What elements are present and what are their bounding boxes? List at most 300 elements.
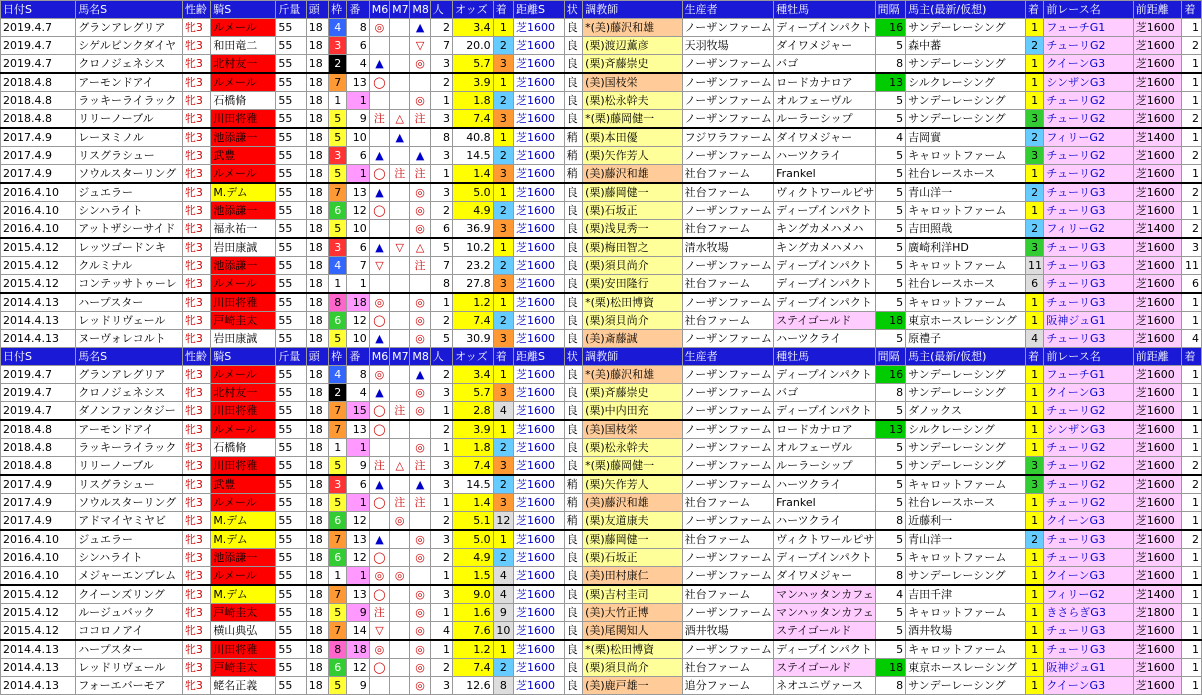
- cell-runners: 18: [306, 73, 328, 92]
- cell-breeder: ノーザンファーム: [682, 366, 773, 384]
- column-header-mark7[interactable]: M7: [390, 348, 410, 366]
- cell-going: 良: [564, 402, 582, 421]
- cell-mark7: [390, 183, 410, 202]
- cell-odds: 7.4: [453, 457, 494, 476]
- cell-finish2: 3: [1026, 238, 1044, 257]
- column-header-date[interactable]: 日付S: [1, 1, 76, 19]
- table-row[interactable]: [1, 549, 1202, 567]
- table-row[interactable]: [1, 640, 1202, 659]
- cell-breeder: 社台ファーム: [682, 494, 773, 512]
- column-header-odds[interactable]: オッズ: [453, 348, 494, 366]
- column-header-finish2[interactable]: 着: [1026, 348, 1044, 366]
- cell-interval: 5: [875, 475, 905, 494]
- cell-number: 7: [347, 257, 369, 275]
- cell-trainer: (栗)松永幹夫: [583, 92, 683, 110]
- cell-runners: 18: [306, 128, 328, 147]
- cell-interval: 5: [875, 257, 905, 275]
- cell-distance: 芝1600: [514, 147, 565, 165]
- cell-owner: ダノックス: [906, 402, 1026, 421]
- cell-odds: 3.4: [453, 19, 494, 37]
- cell-finish: 2: [493, 312, 513, 330]
- table-row[interactable]: [1, 257, 1202, 275]
- cell-prev-finish: 2: [1182, 530, 1202, 549]
- column-header-trainer[interactable]: 調教師: [583, 1, 683, 19]
- cell-trainer: *(栗)藤岡健一: [583, 457, 683, 476]
- cell-mark8: 注: [410, 110, 430, 129]
- cell-finish: 3: [493, 165, 513, 184]
- cell-number: 8: [347, 19, 369, 37]
- column-header-sire[interactable]: 種牡馬: [774, 1, 876, 19]
- cell-finish: 2: [493, 147, 513, 165]
- cell-finish2: 1: [1026, 73, 1044, 92]
- cell-popularity: 7: [430, 257, 452, 275]
- cell-mark6: ◯: [369, 312, 389, 330]
- cell-mark6: [369, 220, 389, 239]
- cell-jockey: 戸崎圭太: [211, 312, 276, 330]
- cell-weight: 55: [276, 604, 306, 622]
- cell-breeder: ノーザンファーム: [682, 55, 773, 74]
- cell-mark6: ◯: [369, 402, 389, 421]
- cell-horse: ヌーヴォレコルト: [76, 330, 183, 348]
- cell-mark6: ▲: [369, 183, 389, 202]
- cell-sire: Frankel: [774, 165, 876, 184]
- cell-trainer: (栗)中内田充: [583, 402, 683, 421]
- cell-interval: 18: [875, 659, 905, 677]
- cell-prev-race: チューリG2: [1044, 402, 1133, 421]
- table-row[interactable]: [1, 220, 1202, 239]
- cell-prev-race: シンザンG3: [1044, 73, 1133, 92]
- column-header-mark6[interactable]: M6: [369, 1, 389, 19]
- column-header-number[interactable]: 番: [347, 1, 369, 19]
- cell-distance: 芝1600: [514, 439, 565, 457]
- cell-prev-distance: 芝1600: [1133, 439, 1182, 457]
- cell-odds: 1.2: [453, 640, 494, 659]
- cell-sex-age: 牝3: [182, 402, 210, 421]
- cell-prev-race: チューリG2: [1044, 457, 1133, 476]
- cell-owner: キャロットファーム: [906, 293, 1026, 312]
- cell-sire: ルーラーシップ: [774, 110, 876, 129]
- cell-owner: 酒井牧場: [906, 622, 1026, 641]
- cell-mark8: ◎: [410, 640, 430, 659]
- cell-weight: 55: [276, 640, 306, 659]
- table-row[interactable]: [1, 512, 1202, 531]
- column-header-finish[interactable]: 着: [493, 348, 513, 366]
- cell-weight: 55: [276, 37, 306, 55]
- table-row[interactable]: [1, 202, 1202, 220]
- cell-finish: 8: [493, 677, 513, 695]
- table-row[interactable]: [1, 55, 1202, 74]
- cell-number: 9: [347, 457, 369, 476]
- cell-odds: 5.7: [453, 55, 494, 74]
- cell-prev-race: チューリG3: [1044, 257, 1133, 275]
- cell-date: 2018.4.8: [1, 92, 76, 110]
- table-row[interactable]: [1, 183, 1202, 202]
- cell-sex-age: 牝3: [182, 640, 210, 659]
- cell-trainer: (美)藤沢和雄: [583, 494, 683, 512]
- cell-trainer: (栗)安田隆行: [583, 275, 683, 294]
- table-row[interactable]: [1, 402, 1202, 421]
- cell-mark6: ◯: [369, 549, 389, 567]
- cell-frame: 5: [329, 165, 347, 184]
- cell-popularity: 2: [430, 202, 452, 220]
- cell-sex-age: 牝3: [182, 92, 210, 110]
- cell-prev-distance: 芝1600: [1133, 420, 1182, 439]
- cell-distance: 芝1600: [514, 55, 565, 74]
- cell-trainer: (栗)吉村圭司: [583, 585, 683, 604]
- table-row[interactable]: [1, 384, 1202, 402]
- cell-date: 2014.4.13: [1, 312, 76, 330]
- cell-trainer: (美)国枝栄: [583, 73, 683, 92]
- column-header-interval[interactable]: 間隔: [875, 1, 905, 19]
- column-header-jockey[interactable]: 騎S: [211, 348, 276, 366]
- cell-mark7: △: [390, 457, 410, 476]
- cell-mark8: ▲: [410, 475, 430, 494]
- cell-trainer: (栗)浅見秀一: [583, 220, 683, 239]
- column-header-prev-finish[interactable]: 着: [1182, 348, 1202, 366]
- cell-mark7: [390, 312, 410, 330]
- cell-mark6: ◯: [369, 420, 389, 439]
- cell-runners: 18: [306, 439, 328, 457]
- cell-popularity: 1: [430, 567, 452, 586]
- column-header-weight[interactable]: 斤量: [276, 348, 306, 366]
- cell-finish2: 1: [1026, 293, 1044, 312]
- cell-number: 1: [347, 494, 369, 512]
- column-header-weight[interactable]: 斤量: [276, 1, 306, 19]
- table-row[interactable]: [1, 585, 1202, 604]
- cell-odds: 5.0: [453, 183, 494, 202]
- column-header-frame[interactable]: 枠: [329, 1, 347, 19]
- table-row[interactable]: [1, 92, 1202, 110]
- cell-sex-age: 牝3: [182, 165, 210, 184]
- table-row[interactable]: [1, 475, 1202, 494]
- cell-horse: フォーエバーモア: [76, 677, 183, 695]
- column-header-horse[interactable]: 馬名S: [76, 1, 183, 19]
- cell-popularity: 2: [430, 19, 452, 37]
- cell-prev-race: チューリG3: [1044, 202, 1133, 220]
- cell-mark8: ◎: [410, 384, 430, 402]
- cell-popularity: 2: [430, 366, 452, 384]
- cell-going: 良: [564, 55, 582, 74]
- cell-mark8: ◎: [410, 604, 430, 622]
- cell-number: 12: [347, 549, 369, 567]
- cell-popularity: 3: [430, 110, 452, 129]
- cell-mark7: [390, 384, 410, 402]
- cell-owner: サンデーレーシング: [906, 457, 1026, 476]
- column-header-sex-age[interactable]: 性齢: [182, 1, 210, 19]
- cell-odds: 7.4: [453, 312, 494, 330]
- cell-sex-age: 牝3: [182, 677, 210, 695]
- cell-horse: クイーンズリング: [76, 585, 183, 604]
- column-header-prev-finish[interactable]: 着: [1182, 1, 1202, 19]
- table-row[interactable]: [1, 604, 1202, 622]
- cell-going: 良: [564, 530, 582, 549]
- column-header-prev-distance[interactable]: 前距離: [1133, 348, 1182, 366]
- table-row[interactable]: [1, 110, 1202, 129]
- cell-distance: 芝1600: [514, 530, 565, 549]
- cell-mark7: △: [390, 110, 410, 129]
- cell-weight: 55: [276, 19, 306, 37]
- column-header-odds[interactable]: オッズ: [453, 1, 494, 19]
- cell-going: 良: [564, 585, 582, 604]
- column-header-horse[interactable]: 馬名S: [76, 348, 183, 366]
- table-row[interactable]: [1, 293, 1202, 312]
- table-row[interactable]: [1, 622, 1202, 641]
- cell-weight: 55: [276, 293, 306, 312]
- cell-number: 10: [347, 330, 369, 348]
- cell-distance: 芝1600: [514, 238, 565, 257]
- column-header-owner[interactable]: 馬主(最新/仮想): [906, 1, 1026, 19]
- cell-owner: 吉田照哉: [906, 220, 1026, 239]
- column-header-prev-distance[interactable]: 前距離: [1133, 1, 1182, 19]
- cell-frame: 5: [329, 220, 347, 239]
- cell-distance: 芝1600: [514, 475, 565, 494]
- column-header-mark7[interactable]: M7: [390, 1, 410, 19]
- cell-sire: ステイゴールド: [774, 659, 876, 677]
- table-row[interactable]: [1, 165, 1202, 184]
- cell-owner: サンデーレーシング: [906, 567, 1026, 586]
- cell-mark6: [369, 677, 389, 695]
- column-header-date[interactable]: 日付S: [1, 348, 76, 366]
- table-row[interactable]: [1, 73, 1202, 92]
- table-row[interactable]: [1, 659, 1202, 677]
- cell-breeder: ノーザンファーム: [682, 73, 773, 92]
- table-row[interactable]: [1, 567, 1202, 586]
- cell-prev-distance: 芝1600: [1133, 659, 1182, 677]
- column-header-sire[interactable]: 種牡馬: [774, 348, 876, 366]
- cell-interval: 5: [875, 220, 905, 239]
- cell-prev-race: クイーンG3: [1044, 384, 1133, 402]
- table-row[interactable]: [1, 677, 1202, 695]
- cell-horse: レーヌミノル: [76, 128, 183, 147]
- cell-going: 稍: [564, 475, 582, 494]
- cell-prev-finish: 1: [1182, 439, 1202, 457]
- cell-interval: 18: [875, 312, 905, 330]
- cell-prev-finish: 1: [1182, 165, 1202, 184]
- column-header-going[interactable]: 状: [564, 1, 582, 19]
- cell-mark6: 注: [369, 457, 389, 476]
- cell-runners: 18: [306, 549, 328, 567]
- table-row[interactable]: [1, 420, 1202, 439]
- cell-trainer: (美)国枝栄: [583, 420, 683, 439]
- cell-finish: 2: [493, 257, 513, 275]
- cell-sex-age: 牝3: [182, 55, 210, 74]
- cell-runners: 18: [306, 275, 328, 294]
- cell-number: 13: [347, 530, 369, 549]
- cell-interval: 13: [875, 420, 905, 439]
- cell-finish: 1: [493, 640, 513, 659]
- cell-popularity: 1: [430, 640, 452, 659]
- cell-prev-race: フューチG1: [1044, 19, 1133, 37]
- cell-breeder: ノーザンファーム: [682, 110, 773, 129]
- cell-frame: 8: [329, 293, 347, 312]
- cell-frame: 5: [329, 494, 347, 512]
- cell-frame: 7: [329, 622, 347, 641]
- cell-mark8: ◎: [410, 677, 430, 695]
- cell-jockey: M.デム: [211, 183, 276, 202]
- cell-popularity: 3: [430, 585, 452, 604]
- cell-jockey: ルメール: [211, 19, 276, 37]
- cell-weight: 55: [276, 202, 306, 220]
- cell-odds: 3.9: [453, 420, 494, 439]
- cell-sex-age: 牝3: [182, 549, 210, 567]
- cell-date: 2016.4.10: [1, 202, 76, 220]
- table-row[interactable]: [1, 494, 1202, 512]
- cell-jockey: 岩田康誠: [211, 330, 276, 348]
- column-header-sex-age[interactable]: 性齢: [182, 348, 210, 366]
- table-row[interactable]: [1, 147, 1202, 165]
- cell-frame: 7: [329, 73, 347, 92]
- cell-jockey: 北村友一: [211, 55, 276, 74]
- cell-going: 良: [564, 677, 582, 695]
- column-header-going[interactable]: 状: [564, 348, 582, 366]
- cell-trainer: (栗)須貝尚介: [583, 659, 683, 677]
- column-header-finish[interactable]: 着: [493, 1, 513, 19]
- cell-prev-finish: 1: [1182, 420, 1202, 439]
- cell-frame: 5: [329, 128, 347, 147]
- cell-popularity: 3: [430, 183, 452, 202]
- cell-sex-age: 牝3: [182, 183, 210, 202]
- column-header-mark6[interactable]: M6: [369, 348, 389, 366]
- cell-runners: 18: [306, 604, 328, 622]
- cell-weight: 55: [276, 512, 306, 531]
- cell-interval: 5: [875, 402, 905, 421]
- table-row[interactable]: [1, 312, 1202, 330]
- cell-prev-race: フィリーG2: [1044, 585, 1133, 604]
- column-header-jockey[interactable]: 騎S: [211, 1, 276, 19]
- cell-prev-race: チューリG3: [1044, 275, 1133, 294]
- cell-breeder: ノーザンファーム: [682, 402, 773, 421]
- cell-distance: 芝1600: [514, 19, 565, 37]
- cell-breeder: ノーザンファーム: [682, 293, 773, 312]
- table-row[interactable]: [1, 366, 1202, 384]
- table-row[interactable]: [1, 530, 1202, 549]
- cell-breeder: 社台ファーム: [682, 165, 773, 184]
- cell-mark7: [390, 677, 410, 695]
- column-header-popularity[interactable]: 人: [430, 1, 452, 19]
- column-header-breeder[interactable]: 生産者: [682, 1, 773, 19]
- cell-popularity: 4: [430, 622, 452, 641]
- cell-going: 良: [564, 238, 582, 257]
- table-row[interactable]: [1, 128, 1202, 147]
- cell-popularity: 3: [430, 677, 452, 695]
- cell-date: 2015.4.12: [1, 585, 76, 604]
- cell-odds: 5.7: [453, 384, 494, 402]
- table-row[interactable]: [1, 439, 1202, 457]
- cell-finish2: 1: [1026, 549, 1044, 567]
- cell-breeder: ノーザンファーム: [682, 420, 773, 439]
- column-header-popularity[interactable]: 人: [430, 348, 452, 366]
- cell-frame: 5: [329, 677, 347, 695]
- cell-prev-distance: 芝1600: [1133, 640, 1182, 659]
- cell-odds: 1.8: [453, 92, 494, 110]
- cell-horse: ラッキーライラック: [76, 92, 183, 110]
- cell-breeder: ノーザンファーム: [682, 457, 773, 476]
- cell-prev-distance: 芝1600: [1133, 147, 1182, 165]
- cell-date: 2016.4.10: [1, 567, 76, 586]
- cell-mark7: [390, 475, 410, 494]
- cell-owner: 社台レースホース: [906, 165, 1026, 184]
- cell-finish2: 1: [1026, 512, 1044, 531]
- column-header-prev-race[interactable]: 前レース名: [1044, 348, 1133, 366]
- cell-sex-age: 牝3: [182, 420, 210, 439]
- column-header-prev-race[interactable]: 前レース名: [1044, 1, 1133, 19]
- column-header-breeder[interactable]: 生産者: [682, 348, 773, 366]
- cell-trainer: (美)鹿戸雄一: [583, 677, 683, 695]
- cell-sex-age: 牝3: [182, 384, 210, 402]
- column-header-trainer[interactable]: 調教師: [583, 348, 683, 366]
- cell-prev-distance: 芝1600: [1133, 549, 1182, 567]
- table-row[interactable]: [1, 330, 1202, 348]
- cell-odds: 3.4: [453, 366, 494, 384]
- cell-popularity: 3: [430, 530, 452, 549]
- column-header-distance[interactable]: 距離S: [514, 1, 565, 19]
- column-header-frame[interactable]: 枠: [329, 348, 347, 366]
- column-header-interval[interactable]: 間隔: [875, 348, 905, 366]
- cell-going: 良: [564, 275, 582, 294]
- cell-mark7: [390, 420, 410, 439]
- table-row[interactable]: [1, 457, 1202, 476]
- cell-mark6: ◎: [369, 640, 389, 659]
- cell-prev-distance: 芝1600: [1133, 293, 1182, 312]
- table-row[interactable]: [1, 238, 1202, 257]
- column-header-finish2[interactable]: 着: [1026, 1, 1044, 19]
- cell-frame: 7: [329, 420, 347, 439]
- cell-odds: 3.9: [453, 73, 494, 92]
- cell-number: 18: [347, 640, 369, 659]
- cell-interval: 8: [875, 677, 905, 695]
- cell-number: 1: [347, 439, 369, 457]
- cell-mark6: [369, 439, 389, 457]
- cell-frame: 3: [329, 147, 347, 165]
- cell-sire: ダイワメジャー: [774, 37, 876, 55]
- column-header-number[interactable]: 番: [347, 348, 369, 366]
- cell-finish: 12: [493, 512, 513, 531]
- column-header-mark8[interactable]: M8: [410, 348, 430, 366]
- cell-number: 8: [347, 366, 369, 384]
- cell-distance: 芝1600: [514, 659, 565, 677]
- cell-owner: シルクレーシング: [906, 420, 1026, 439]
- cell-odds: 1.4: [453, 165, 494, 184]
- cell-mark8: [410, 128, 430, 147]
- table-row[interactable]: [1, 275, 1202, 294]
- cell-runners: 18: [306, 659, 328, 677]
- column-header-owner[interactable]: 馬主(最新/仮想): [906, 348, 1026, 366]
- table-row[interactable]: [1, 37, 1202, 55]
- cell-owner: キャロットファーム: [906, 549, 1026, 567]
- cell-jockey: M.デム: [211, 530, 276, 549]
- column-header-mark8[interactable]: M8: [410, 1, 430, 19]
- cell-number: 6: [347, 238, 369, 257]
- cell-frame: 3: [329, 475, 347, 494]
- cell-prev-finish: 1: [1182, 55, 1202, 74]
- cell-popularity: 1: [430, 165, 452, 184]
- cell-trainer: *(美)藤沢和雄: [583, 19, 683, 37]
- table-row[interactable]: [1, 19, 1202, 37]
- cell-runners: 18: [306, 238, 328, 257]
- cell-breeder: ノーザンファーム: [682, 257, 773, 275]
- cell-mark6: ▽: [369, 257, 389, 275]
- cell-prev-race: クイーンG3: [1044, 512, 1133, 531]
- cell-date: 2017.4.9: [1, 165, 76, 184]
- column-header-distance[interactable]: 距離S: [514, 348, 565, 366]
- column-header-runners[interactable]: 頭: [306, 348, 328, 366]
- cell-jockey: 池添謙一: [211, 202, 276, 220]
- cell-sex-age: 牝3: [182, 622, 210, 641]
- cell-trainer: (美)斎藤誠: [583, 330, 683, 348]
- column-header-runners[interactable]: 頭: [306, 1, 328, 19]
- cell-frame: 7: [329, 530, 347, 549]
- cell-sire: ハーツクライ: [774, 475, 876, 494]
